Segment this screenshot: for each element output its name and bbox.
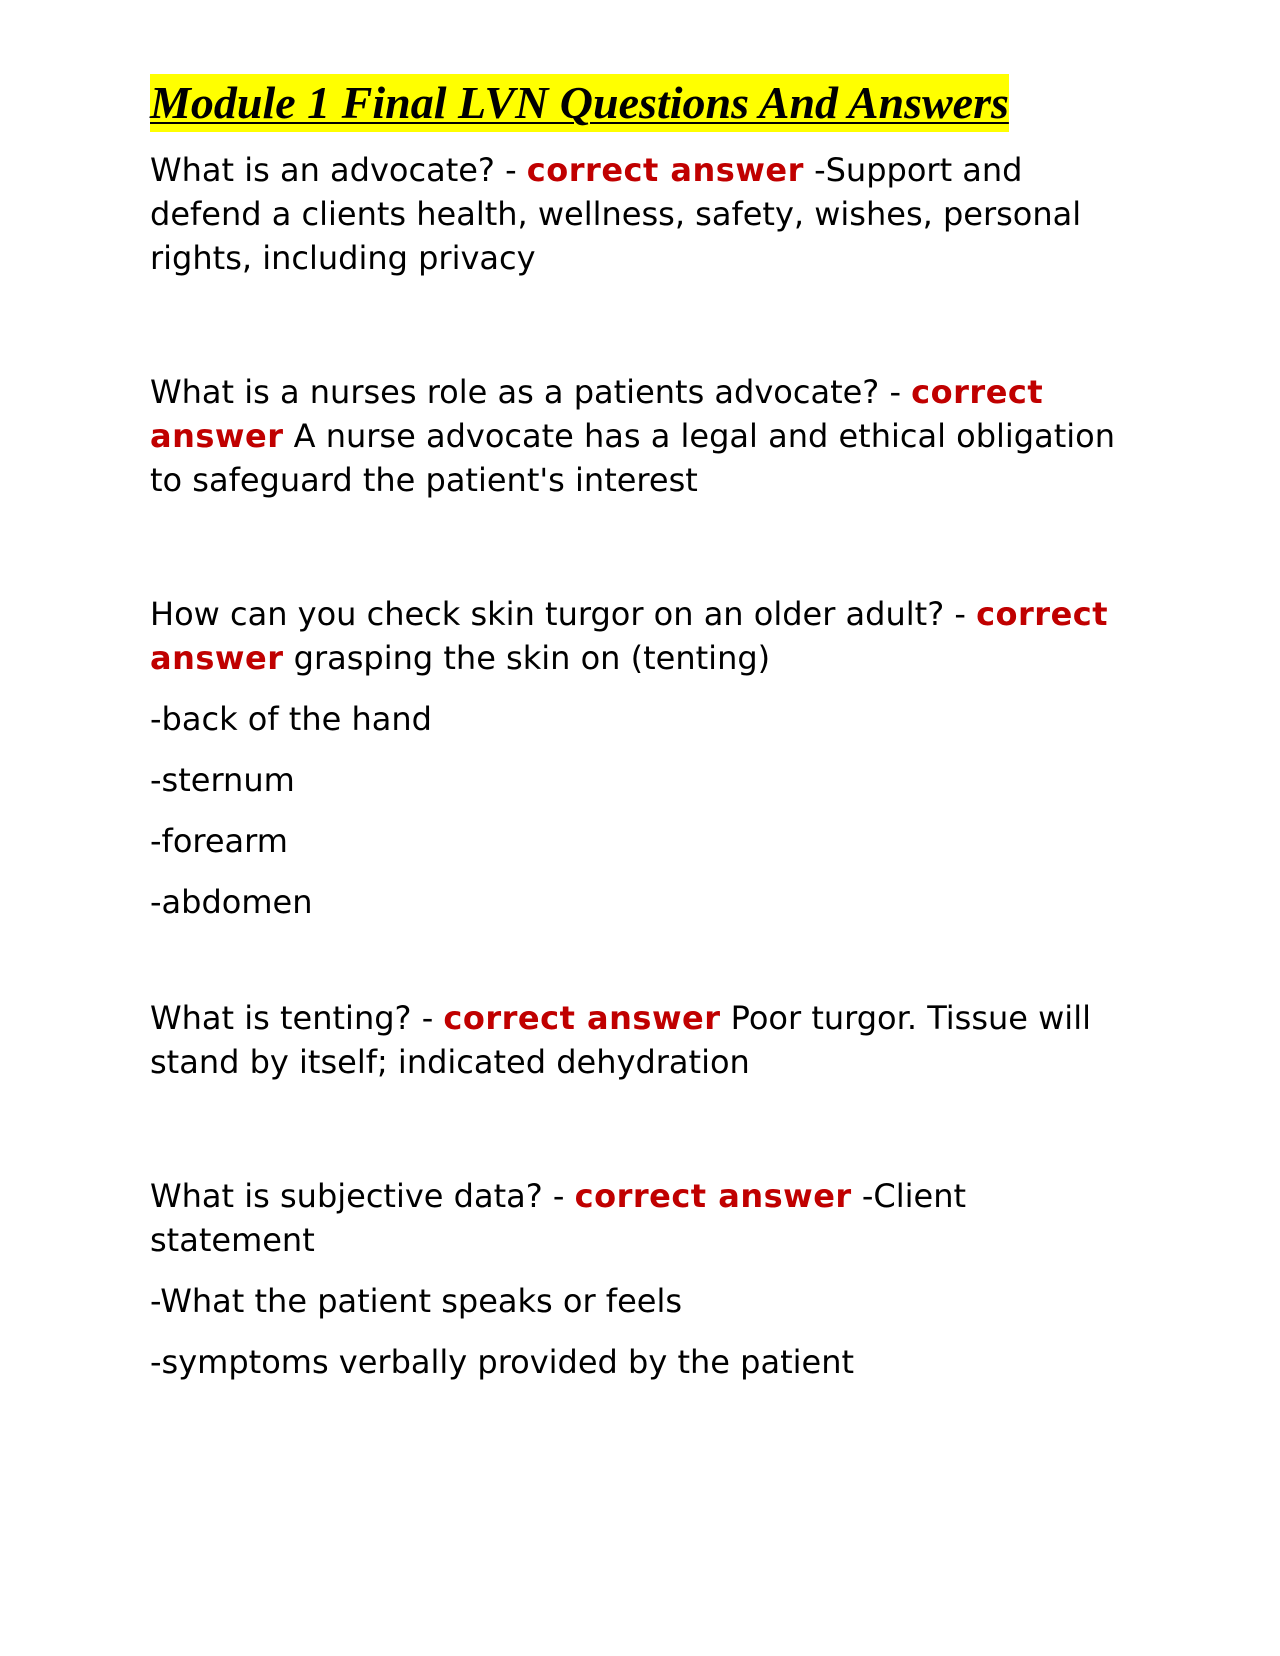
answer-line: -abdomen (150, 883, 313, 921)
answer-line: -back of the hand (150, 700, 432, 738)
answer-line: -forearm (150, 822, 288, 860)
qa-paragraph (150, 996, 1140, 1084)
qa-item (150, 148, 1140, 280)
question-text: How can you check skin turgor on an older adult? - (150, 595, 977, 633)
correct-answer-label: correct answer (526, 151, 804, 189)
answer-text: grasping the skin on (tenting) (283, 639, 771, 677)
qa-item (150, 370, 1140, 502)
answer-text: -Support and defend a clients health, wellness, safety, wishes, personal rights, including privacy (150, 151, 1082, 277)
paragraph-spacer (150, 924, 1140, 996)
question-text: What is an advocate? - (150, 151, 527, 189)
question-text: What is subjective data? - (150, 1177, 575, 1215)
qa-item (150, 592, 1140, 924)
answer-text: A nurse advocate has a legal and ethical obligation to safeguard the patient's interest (150, 417, 1116, 499)
correct-answer-label: correct answer (574, 1177, 852, 1215)
qa-paragraph (150, 148, 1140, 280)
answer-text: -Client statement (150, 1177, 967, 1259)
answer-line: -What the patient speaks or feels (150, 1282, 682, 1320)
question-text: What is tenting? - (150, 999, 444, 1037)
paragraph-spacer (150, 502, 1140, 592)
answer-text: Poor turgor. Tissue will stand by itself; indicated dehydration (150, 999, 1091, 1081)
answer-line: -sternum (150, 761, 295, 799)
qa-item (150, 996, 1140, 1084)
correct-answer-label: correct answer (150, 595, 1109, 677)
document-page (150, 74, 1140, 1384)
qa-paragraph (150, 592, 1140, 680)
qa-paragraph (150, 370, 1140, 502)
qa-item (150, 1174, 1140, 1384)
question-text: What is a nurses role as a patients advocate? - (150, 373, 912, 411)
paragraph-spacer (150, 280, 1140, 370)
paragraph-spacer (150, 1084, 1140, 1174)
document-title: Module 1 Final LVN Questions And Answers (150, 74, 1009, 132)
qa-paragraph (150, 1174, 1140, 1262)
correct-answer-label: correct answer (443, 999, 721, 1037)
answer-line: -symptoms verbally provided by the patient (150, 1343, 855, 1381)
correct-answer-label: correct answer (150, 373, 1044, 455)
